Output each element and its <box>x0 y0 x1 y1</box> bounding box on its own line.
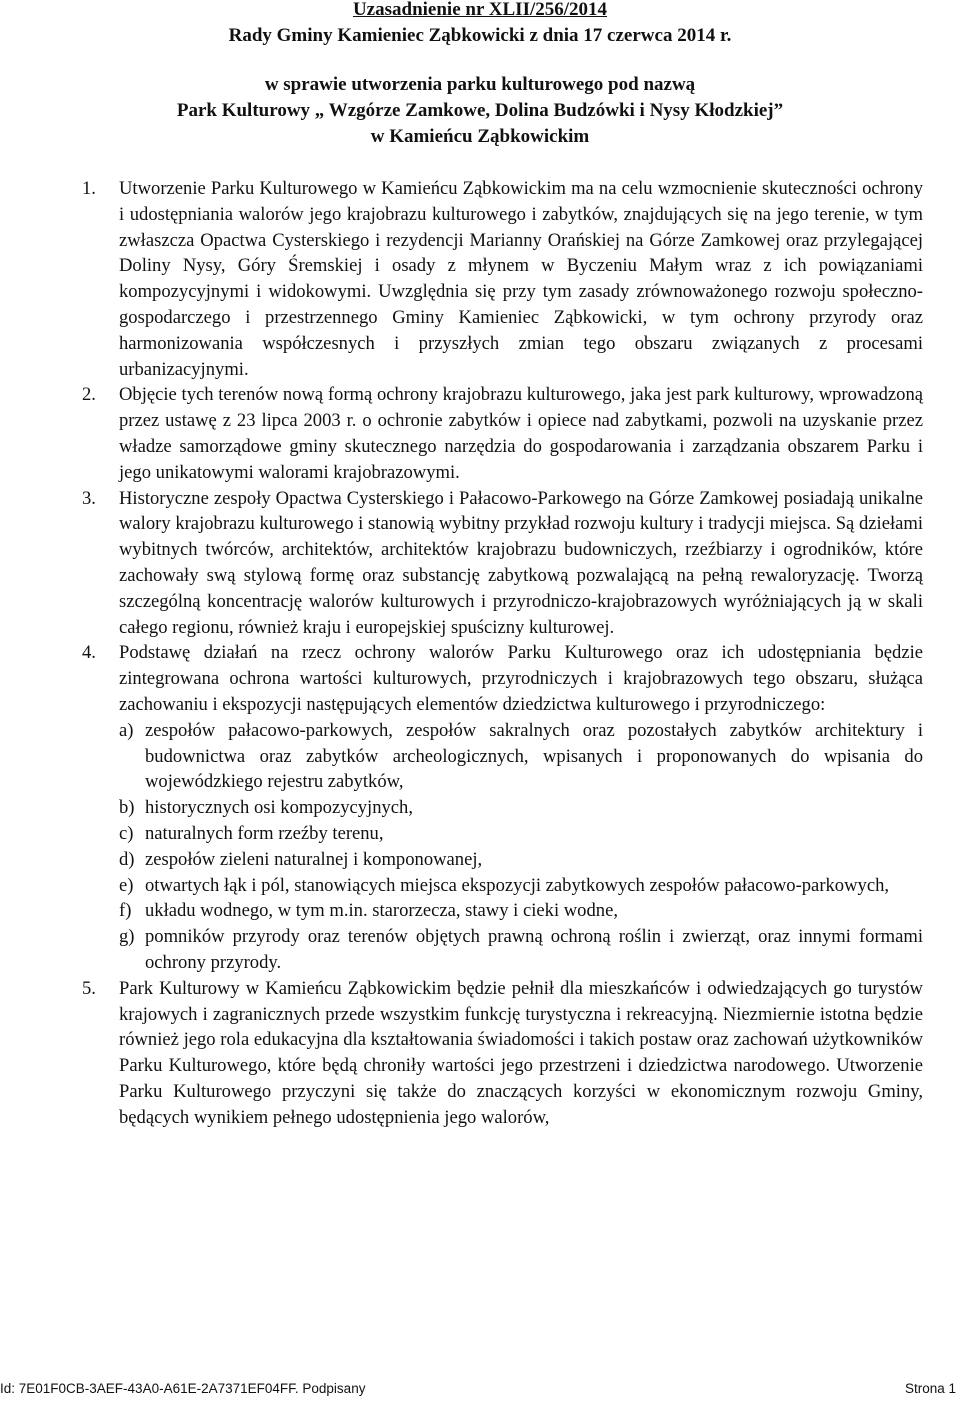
list-item <box>119 898 923 924</box>
list-letter: b) <box>119 797 135 819</box>
paragraph-3 <box>82 486 923 641</box>
list-text: otwartych łąk i pól, stanowiących miejsca ekspozycji zabytkowych zespołów pałacowo-parkowych, <box>145 874 890 896</box>
document-id: Id: 7E01F0CB-3AEF-43A0-A61E-2A7371EF04FF. Podpisany <box>0 1381 366 1396</box>
list-letter: c) <box>119 822 134 844</box>
list-letter: f) <box>119 900 132 922</box>
sublist <box>119 718 923 976</box>
paragraph-number: 1. <box>82 178 96 199</box>
paragraph-text: Historyczne zespoły Opactwa Cysterskiego i Pałacowo-Parkowego na Górze Zamkowej posiadają unikalne walory krajobrazu kulturowego i stanowią wybitny przykład rozwoju kultury i tradycji miejsca. Są dziełami wybitnych twórców, architektów, architektów krajobrazu budowniczych, rzeźbiarzy i ogrodników, które zachowały swą stylową formę oraz substancję zabytkową pozwalającą na pełną rewaloryzację. Tworzą szczególną koncentrację walorów kulturowych i przyrodniczo-krajobrazowych wyróżniających ją w skali całego regionu, również kraju i europejskiej spuścizny kulturowej. <box>119 487 923 638</box>
document-body <box>82 176 923 1130</box>
list-item <box>119 924 923 976</box>
list-item <box>119 718 923 795</box>
list-text: układu wodnego, w tym m.in. starorzecza, stawy i cieki wodne, <box>145 900 618 922</box>
list-text: zespołów pałacowo-parkowych, zespołów sakralnych oraz pozostałych zabytków architektury i budownictwa oraz zabytków archeologicznych, wpisanych i proponowanych do wpisania do wojewódzkiego rejestru zabytków, <box>145 719 923 793</box>
paragraph-text: Objęcie tych terenów nową formą ochrony krajobrazu kulturowego, jaka jest park kulturowy, wprowadzoną przez ustawę z 23 lipca 2003 r. o ochronie zabytków i opiece nad zabytkami, pozwoli na uzyskanie przez władze samorządowe gminy skutecznego narzędzia do gospodarowania i zarządzania obszarem Parku i jego unikatowymi walorami krajobrazowymi. <box>119 384 923 483</box>
list-text: naturalnych form rzeźby terenu, <box>145 822 384 844</box>
paragraph-text: Park Kulturowy w Kamieńcu Ząbkowickim będzie pełnił dla mieszkańców i odwiedzających go turystów krajowych i zagranicznych przede wszystkim funkcję turystyczna i rekreacyjną. Niezmiernie istotna będzie również jego rola edukacyjna dla kształtowania świadomości i takich postaw oraz zachowań użytkowników Parku Kulturowego, które będą chroniły wartości jego przestrzeni i dziedzictwa narodowego. Utworzenie Parku Kulturowego przyczyni się także do znaczących korzyści w ekonomicznym rozwoju Gminy, będących wynikiem pełnego udostępnienia jego walorów, <box>119 977 923 1128</box>
paragraph-text: Podstawę działań na rzecz ochrony walorów Parku Kulturowego oraz ich udostępniania będzie zintegrowana ochrona wartości kulturowych, przyrodniczych i krajobrazowych tego obszaru, służąca zachowaniu i ekspozycji następujących elementów dziedzictwa kulturowego i przyrodniczego: <box>119 642 923 715</box>
list-letter: a) <box>119 719 134 741</box>
document-subject <box>0 72 960 150</box>
paragraph-number: 3. <box>82 487 96 509</box>
paragraph-number: 4. <box>82 642 96 664</box>
list-item <box>119 821 923 847</box>
list-letter: g) <box>119 926 135 948</box>
document-subtitle: Rady Gminy Kamieniec Ząbkowicki z dnia 17 czerwca 2014 r. <box>228 25 732 46</box>
paragraph-number: 2. <box>82 384 96 406</box>
subject-line-1: w sprawie utworzenia parku kulturowego pod nazwą <box>264 74 696 95</box>
subject-line-2: Park Kulturowy „ Wzgórze Zamkowe, Dolina Budzówki i Nysy Kłodzkiej” <box>176 100 784 121</box>
list-item <box>119 847 923 873</box>
page-number: Strona 1 <box>904 1381 956 1396</box>
list-item <box>119 873 923 899</box>
paragraph-4 <box>82 640 923 975</box>
list-letter: d) <box>119 848 135 870</box>
document-title: Uzasadnienie nr XLII/256/2014 <box>352 0 608 20</box>
list-text: zespołów zieleni naturalnej i komponowanej, <box>145 848 483 870</box>
paragraph-1 <box>82 176 923 382</box>
paragraph-2 <box>82 382 923 485</box>
list-item <box>119 795 923 821</box>
list-letter: e) <box>119 874 134 896</box>
document-header <box>0 0 960 49</box>
paragraph-5 <box>82 976 923 1131</box>
subject-line-3: w Kamieńcu Ząbkowickim <box>370 126 590 147</box>
list-text: historycznych osi kompozycyjnych, <box>145 797 414 819</box>
list-text: pomników przyrody oraz terenów objętych prawną ochroną roślin i zwierząt, oraz innymi formami ochrony przyrody. <box>145 926 923 973</box>
paragraph-text: Utworzenie Parku Kulturowego w Kamieńcu Ząbkowickim ma na celu wzmocnienie skuteczności ochrony i udostępniania walorów jego krajobrazu kulturowego i zabytków, znajdujących się na jego terenie, w tym zwłaszcza Opactwa Cysterskiego i rezydencji Marianny Orańskiej na Górze Zamkowej oraz przylegającej Doliny Nysy, Góry Śremskiej i osady z młynem w Byczeniu Małym wraz z ich powiązaniami kompozycyjnymi i widokowymi. Uwzględnia się przy tym zasady zrównoważonego rozwoju społeczno-gospodarczego i przestrzennego Gminy Kamieniec Ząbkowicki, w tym ochrony przyrody oraz harmonizowania współczesnych i przyszłych zmian tego obszaru związanych z procesami urbanizacyjnymi. <box>119 178 923 380</box>
paragraph-number: 5. <box>82 977 96 999</box>
